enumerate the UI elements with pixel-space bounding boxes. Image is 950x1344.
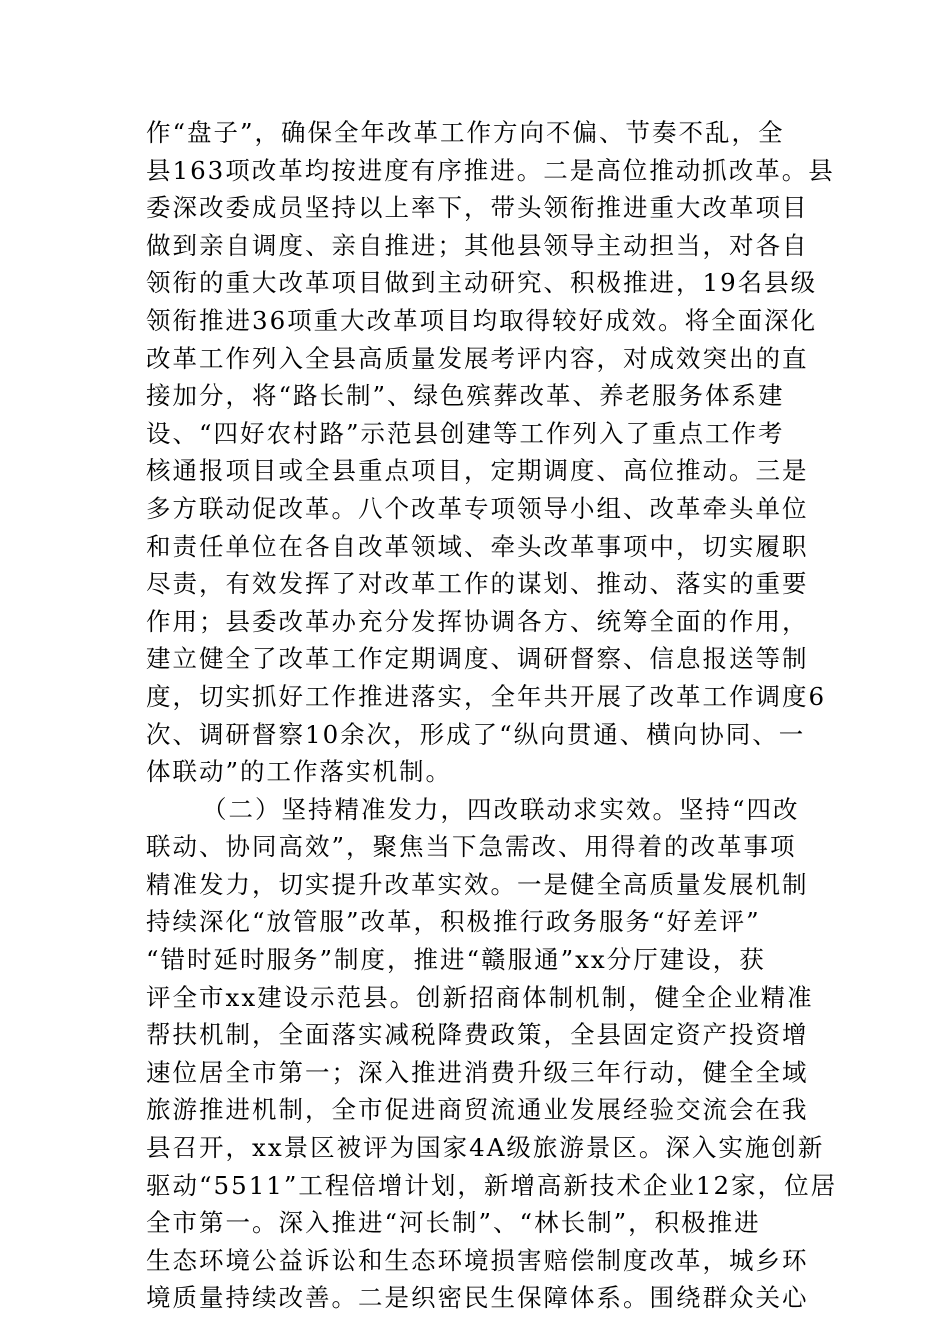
text-line: 委深改委成员坚持以上率下，带头领衔推进重大改革项目: [146, 193, 809, 223]
text-line: 联动、协同高效”，聚焦当下急需改、用得着的改革事项: [146, 832, 797, 862]
text-line: 建立健全了改革工作定期调度、调研督察、信息报送等制: [146, 644, 809, 674]
text-line: 评全市xx建设示范县。创新招商体制机制，健全企业精准: [146, 982, 814, 1012]
text-line: 和责任单位在各自改革领域、牵头改革事项中，切实履职: [146, 531, 809, 561]
paragraph-1: [146, 114, 835, 791]
text-line: 体联动”的工作落实机制。: [146, 757, 453, 787]
text-line: 帮扶机制，全面落实减税降费政策，全县固定资产投资增: [146, 1020, 809, 1050]
text-line: 作“盘子”，确保全年改革工作方向不偏、节奏不乱，全: [146, 118, 785, 147]
text-line: 接加分，将“路长制”、绿色殡葬改革、养老服务体系建: [146, 381, 785, 411]
document-body: [146, 114, 838, 1317]
text-line: 多方联动促改革。八个改革专项领导小组、改革牵头单位: [146, 493, 809, 523]
text-line: 县163项改革均按进度有序推进。二是高位推动抓改革。县: [146, 155, 835, 185]
text-line: 旅游推进机制，全市促进商贸流通业发展经验交流会在我: [146, 1095, 809, 1125]
text-line: 做到亲自调度、亲自推进；其他县领导主动担当，对各自: [146, 230, 809, 260]
text-line: 核通报项目或全县重点项目，定期调度、高位推动。三是: [146, 456, 809, 486]
text-line: 设、“四好农村路”示范县创建等工作列入了重点工作考: [146, 418, 785, 448]
text-line: 领衔推进36项重大改革项目均取得较好成效。将全面深化: [146, 305, 818, 335]
text-line: 境质量持续改善。二是织密民生保障体系。围绕群众关心: [146, 1283, 809, 1313]
text-line: 次、调研督察10余次，形成了“纵向贯通、横向协同、一: [146, 719, 806, 749]
text-line: 速位居全市第一；深入推进消费升级三年行动，健全全域: [146, 1057, 809, 1087]
text-line: 驱动“5511”工程倍增计划，新增高新技术企业12家，位居: [146, 1170, 838, 1200]
paragraph-2: [146, 791, 838, 1317]
text-line: 改革工作列入全县高质量发展考评内容，对成效突出的直: [146, 343, 809, 373]
text-line: 县召开，xx景区被评为国家4A级旅游景区。深入实施创新: [146, 1133, 825, 1163]
text-line: 领衔的重大改革项目做到主动研究、积极推进，19名县级: [146, 268, 818, 298]
text-line: 尽责，有效发挥了对改革工作的谋划、推动、落实的重要: [146, 569, 809, 599]
text-line: 作用；县委改革办充分发挥协调各方、统筹全面的作用，: [146, 606, 809, 636]
text-line: “错时延时服务”制度，推进“赣服通”xx分厅建设，获: [146, 945, 766, 975]
text-line: 度，切实抓好工作推进落实，全年共开展了改革工作调度6: [146, 681, 827, 711]
text-line: 持续深化“放管服”改革，积极推行政务服务“好差评”: [146, 907, 761, 937]
text-line: 生态环境公益诉讼和生态环境损害赔偿制度改革，城乡环: [146, 1245, 809, 1275]
text-line: 精准发力，切实提升改革实效。一是健全高质量发展机制: [146, 869, 809, 899]
section-heading-line: （二）坚持精准发力，四改联动求实效。坚持“四改: [202, 794, 800, 824]
text-line: 全市第一。深入推进“河长制”、“林长制”，积极推进: [146, 1208, 761, 1238]
